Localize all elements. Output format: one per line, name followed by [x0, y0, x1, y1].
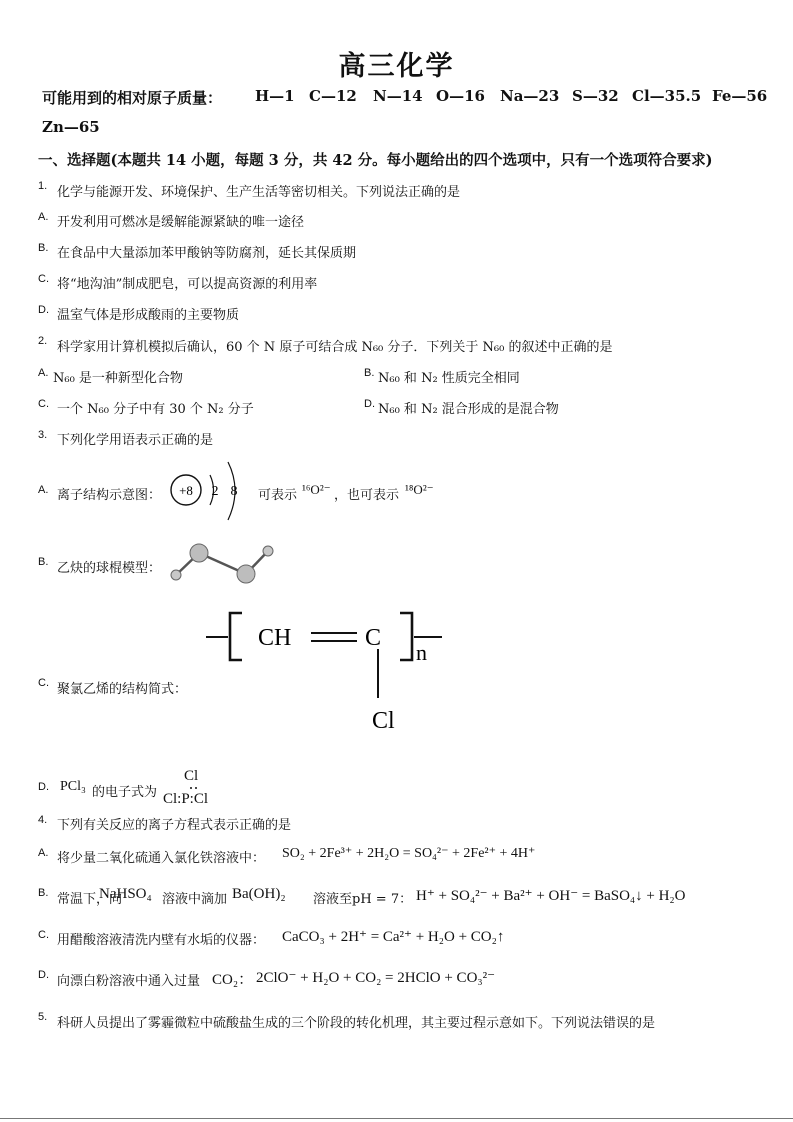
q4-option-d-text: 向漂白粉溶液中通入过量: [57, 974, 201, 989]
left-bracket: [230, 613, 242, 660]
q1-option-d-letter: D.: [38, 304, 49, 316]
q2-option-a: N₆₀ 是一种新型化合物: [53, 371, 183, 386]
carbon-atom-1: [190, 544, 208, 562]
q2-option-d-letter: D.: [364, 398, 375, 410]
q4-stem: 下列有关反应的离子方程式表示正确的是: [57, 818, 292, 833]
ion-structure-diagram: [166, 458, 250, 522]
page-bottom-rule: [0, 1118, 793, 1119]
q5-stem: 科研人员提出了雾霾微粒中硫酸盐生成的三个阶段的转化机理，其主要过程示意如下。下列说法错误的是: [57, 1016, 656, 1031]
mass-na: Na—23: [500, 87, 560, 105]
q3-option-a-letter: A.: [38, 484, 49, 496]
electron-formula-top: Cl: [184, 768, 199, 784]
shell2-electrons: 8: [230, 484, 238, 499]
q3-number: 3.: [38, 429, 48, 441]
q3-stem: 下列化学用语表示正确的是: [57, 433, 214, 448]
q4-option-d-equation: 2ClO⁻ + H₂O + CO₂ = 2HClO + CO₃²⁻: [256, 970, 496, 986]
q2-option-c-letter: C.: [38, 398, 49, 410]
q2-option-d: N₆₀ 和 N₂ 混合形成的是混合物: [378, 402, 559, 417]
mass-c: C—12: [309, 87, 357, 105]
q4-option-b-letter: B.: [38, 887, 49, 899]
q5-number: 5.: [38, 1011, 48, 1023]
q3-a-ion2: ¹⁸O²⁻: [405, 482, 434, 497]
q3-d-formula: PCl₃: [60, 779, 86, 794]
q1-stem: 化学与能源开发、环境保护、生产生活等密切相关。下列说法正确的是: [57, 185, 461, 200]
mass-fe: Fe—56: [712, 87, 768, 105]
q1-option-a: 开发利用可燃冰是缓解能源紧缺的唯一途径: [57, 215, 305, 230]
shell1-electrons: 2: [211, 484, 219, 499]
q3-a-mid: 可表示: [258, 488, 298, 503]
mass-zn: Zn—65: [42, 118, 100, 136]
electron-formula-bottom: Cl:P:Cl: [163, 791, 209, 807]
hydrogen-atom-2: [263, 546, 273, 556]
atomic-mass-label: 可能用到的相对原子质量：: [42, 89, 223, 107]
q4-option-b-equation: H⁺ + SO₄²⁻ + Ba²⁺ + OH⁻ = BaSO₄↓ + H₂O: [416, 888, 686, 904]
q1-option-b: 在食品中大量添加苯甲酸钠等防腐剂，延长其保质期: [57, 246, 357, 261]
hydrogen-atom-1: [171, 570, 181, 580]
q4-option-d-letter: D.: [38, 969, 49, 981]
section-heading: 一、选择题(本题共 14 小题，每题 3 分，共 42 分。每小题给出的四个选项中，只有一个选项符合要求): [38, 152, 713, 169]
q3-option-c-letter: C.: [38, 677, 49, 689]
q2-option-b: N₆₀ 和 N₂ 性质完全相同: [378, 371, 520, 386]
q2-stem: 科学家用计算机模拟后确认，60 个 N 原子可结合成 N₆₀ 分子．下列关于 N₆₀ 的叙述中正确的是: [57, 340, 613, 355]
mass-h: H—1: [255, 87, 295, 105]
q4-option-c-equation: CaCO₃ + 2H⁺ = Ca²⁺ + H₂O + CO₂↑: [282, 929, 505, 945]
mass-cl: Cl—35.5: [632, 87, 702, 105]
q3-option-d-letter: D.: [38, 781, 49, 793]
q3-d-label: 的电子式为: [92, 785, 158, 800]
q2-number: 2.: [38, 335, 48, 347]
q1-number: 1.: [38, 180, 48, 192]
electron-pair-dots: [190, 787, 199, 790]
pvc-group-c: C: [365, 625, 382, 651]
q2-option-c: 一个 N₆₀ 分子中有 30 个 N₂ 分子: [57, 402, 254, 417]
q3-option-b-label: 乙炔的球棍模型：: [57, 561, 162, 576]
q4-number: 4.: [38, 814, 48, 826]
carbon-atom-2: [237, 565, 255, 583]
q4-option-a-equation: SO₂ + 2Fe³⁺ + 2H₂O = SO₄²⁻ + 2Fe²⁺ + 4H⁺: [282, 846, 536, 861]
q4-option-b-text2: 溶液中滴加: [162, 892, 228, 907]
mass-n: N—14: [373, 87, 423, 105]
q1-option-c-letter: C.: [38, 273, 49, 285]
q4-option-a-letter: A.: [38, 847, 49, 859]
atomic-mass-line: [42, 87, 222, 108]
nucleus-charge: +8: [179, 483, 193, 498]
mass-o: O—16: [436, 87, 485, 105]
pvc-subscript-n: n: [416, 640, 427, 665]
q4-option-b-text: 常温下，向: [57, 892, 123, 907]
q3-option-a-label: 离子结构示意图：: [57, 488, 162, 503]
q4-option-b-text3: 溶液至pH = 7：: [313, 892, 413, 907]
q4-option-b-reagent2: Ba(OH)₂: [232, 886, 286, 902]
q3-a-ion1: ¹⁶O²⁻: [302, 482, 331, 497]
q1-option-a-letter: A.: [38, 211, 49, 223]
q4-option-c-text: 用醋酸溶液清洗内壁有水垢的仪器：: [57, 933, 266, 948]
q3-option-c-label: 聚氯乙烯的结构简式：: [57, 682, 188, 697]
q4-option-b-reagent1: NaHSO₄: [99, 886, 152, 902]
q4-option-a-text: 将少量二氧化硫通入氯化铁溶液中：: [57, 851, 266, 866]
pvc-structure-formula: [202, 604, 447, 734]
q1-option-d: 温室气体是形成酸雨的主要物质: [57, 308, 240, 323]
q1-option-c: 将“地沟油”制成肥皂，可以提高资源的利用率: [57, 277, 318, 292]
q4-option-d-reagent: CO₂：: [212, 972, 254, 988]
q2-option-a-letter: A.: [38, 367, 49, 379]
pvc-group-ch: CH: [258, 625, 292, 651]
q2-option-b-letter: B.: [364, 367, 375, 379]
q4-option-c-letter: C.: [38, 929, 49, 941]
q3-a-sep: ，也可表示: [334, 488, 400, 503]
pvc-substituent-cl: Cl: [372, 708, 395, 734]
mass-s: S—32: [572, 87, 619, 105]
q3-option-b-letter: B.: [38, 556, 49, 568]
acetylene-ball-stick-model: [166, 538, 280, 588]
q1-option-b-letter: B.: [38, 242, 49, 254]
page-title: 高三化学: [338, 51, 455, 82]
right-bracket: [400, 613, 412, 660]
